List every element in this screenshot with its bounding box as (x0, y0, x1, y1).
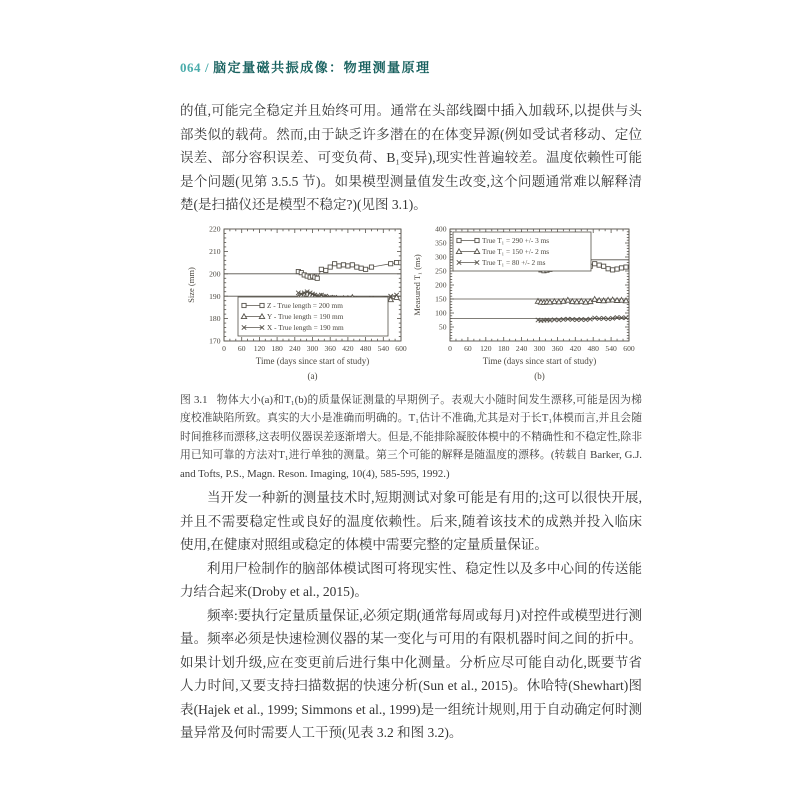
svg-text:480: 480 (587, 343, 599, 353)
svg-text:Y - True length = 190 mm: Y - True length = 190 mm (267, 311, 344, 321)
svg-text:600: 600 (395, 343, 407, 353)
chart-a-size-qa (184, 223, 410, 388)
svg-text:190: 190 (209, 291, 221, 301)
figure-caption-text: 物体大小(a)和T₁(b)的质量保证测量的早期例子。表观大小随时间发生漂移,可能是因为梯度校准缺陷所致。真实的大小是准确而明确的。T₁估计不准确,尤其是对于长T₁体模而言,并且会随时间推移而漂移,这表明仪器误差逐渐增大。但是,不能排除凝胶体模中的不精确性和不稳定性,除非用已知可靠的方法对T₁进行单独的测量。第三个可能的解释是随温度的漂移。(转载自 Barker, G.J. and Tofts, P.S., Magn. Reson. Imaging, 10(4), 585-595, 1992.) (180, 393, 642, 480)
svg-text:170: 170 (209, 336, 221, 346)
svg-text:60: 60 (464, 343, 472, 353)
svg-text:0: 0 (222, 343, 226, 353)
svg-text:360: 360 (324, 343, 336, 353)
svg-text:240: 240 (515, 343, 528, 353)
svg-text:600: 600 (623, 343, 635, 353)
header-separator-slash: / (205, 60, 210, 75)
page-number: 064 (180, 60, 201, 75)
book-title: 脑定量磁共振成像：物理测量原理 (213, 60, 431, 75)
svg-text:120: 120 (253, 343, 266, 353)
paragraph-3: 利用尸检制作的脑部体模试图可将现实性、稳定性以及多中心间的传送能力结合起来(Droby et al., 2015)。 (180, 560, 642, 600)
svg-text:540: 540 (605, 343, 617, 353)
svg-text:Measured T₁ (ms): Measured T₁ (ms) (412, 253, 422, 316)
svg-text:Size (mm): Size (mm) (186, 266, 196, 303)
svg-text:100: 100 (435, 308, 447, 318)
svg-text:120: 120 (480, 343, 492, 353)
figure-charts-row (180, 223, 642, 388)
svg-text:200: 200 (209, 268, 221, 278)
figure-caption-label: 图 3.1 (180, 393, 208, 406)
page-header (180, 57, 642, 76)
svg-text:150: 150 (435, 294, 447, 304)
figure-caption (180, 391, 642, 484)
svg-text:400: 400 (435, 224, 447, 234)
chart-b-t1-qa (410, 223, 638, 388)
svg-text:True T₁ = 150 +/- 2 ms: True T₁ = 150 +/- 2 ms (482, 246, 550, 256)
svg-text:180: 180 (271, 343, 283, 353)
svg-text:300: 300 (533, 343, 546, 353)
svg-text:250: 250 (435, 266, 447, 276)
svg-text:0: 0 (448, 343, 452, 353)
svg-text:Time (days since start of stud: Time (days since start of study) (482, 355, 597, 366)
svg-text:X - True length = 190 mm: X - True length = 190 mm (267, 322, 344, 332)
svg-text:180: 180 (209, 313, 221, 323)
svg-text:200: 200 (435, 280, 447, 290)
svg-text:360: 360 (551, 343, 564, 353)
svg-text:300: 300 (435, 252, 447, 262)
svg-text:220: 220 (209, 224, 221, 234)
svg-text:True T₁ = 290 +/- 3 ms: True T₁ = 290 +/- 3 ms (482, 235, 550, 245)
svg-text:350: 350 (435, 238, 447, 248)
figure-3-1 (180, 223, 642, 484)
svg-text:Time (days since start of stud: Time (days since start of study) (255, 355, 370, 366)
paragraph-4: 频率:要执行定量质量保证,必须定期(通常每周或每月)对控件或模型进行测量。频率必须是快速检测仪器的某一变化与可用的有限机器时间之间的折中。如果计划升级,应在变更前后进行集中化测量。分析应尽可能自动化,既要节省人力时间,又要支持扫描数据的快速分析(Sun et al., 2015)。休哈特(Shewhart)图表(Hajek et al., 1999; Simmons et al., 1999)是一组统计规则,用于自动确定何时测量异常及何时需要人工干预(见表 3.2 和图 3.2)。 (180, 607, 642, 741)
svg-text:300: 300 (306, 343, 319, 353)
svg-text:Z - True length = 200 mm: Z - True length = 200 mm (267, 300, 343, 310)
svg-text:(a): (a) (307, 370, 318, 381)
svg-text:210: 210 (209, 246, 221, 256)
svg-text:240: 240 (289, 343, 301, 353)
svg-text:420: 420 (569, 343, 581, 353)
svg-text:True T₁ = 80 +/- 2 ms: True T₁ = 80 +/- 2 ms (482, 257, 546, 267)
svg-text:480: 480 (359, 343, 372, 353)
svg-text:180: 180 (498, 343, 510, 353)
paragraph-2: 当开发一种新的测量技术时,短期测试对象可能是有用的;这可以很快开展,并且不需要稳定性或良好的温度依赖性。后来,随着该技术的成熟并投入临床使用,在健康对照组或稳定的体模中需要完整的定量质量保证。 (180, 490, 642, 553)
paragraph-1: 的值,可能完全稳定并且始终可用。通常在头部线圈中插入加载环,以提供与头部类似的载荷。然而,由于缺乏许多潜在的在体变异源(例如受试者移动、定位误差、部分容积误差、可变负荷、B₁变异),现实性普遍较差。温度依赖性可能是个问题(见第 3.5.5 节)。如果模型测量值发生改变,这个问题通常难以解释清楚(是扫描仪还是模型不稳定?)(见图 3.1)。 (180, 103, 642, 212)
svg-text:(b): (b) (534, 370, 545, 381)
svg-text:60: 60 (237, 343, 246, 353)
svg-text:420: 420 (342, 343, 354, 353)
svg-text:50: 50 (438, 322, 447, 332)
svg-text:540: 540 (377, 343, 389, 353)
